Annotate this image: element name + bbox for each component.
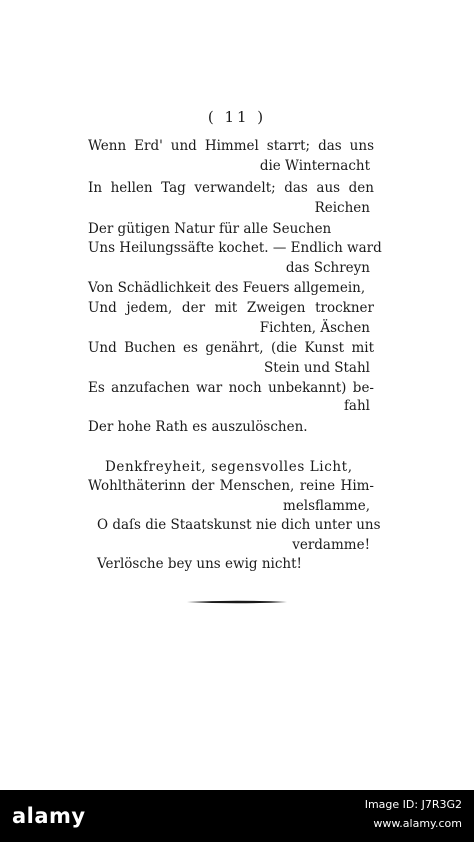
watermark-footer bbox=[0, 790, 474, 842]
poem-line: Denkfreyheit, segensvolles Licht, bbox=[105, 459, 353, 475]
poem-line-continuation: melsflamme, bbox=[283, 498, 370, 514]
poem-line: Und Buchen es genährt, (die Kunst mit bbox=[88, 340, 374, 356]
ornamental-divider bbox=[187, 600, 287, 604]
poem-line-continuation: Fichten, Äschen bbox=[259, 320, 370, 336]
poem-line: Der gütigen Natur für alle Seuchen bbox=[88, 221, 332, 237]
poem-line-continuation: das Schreyn bbox=[285, 260, 370, 276]
poem-line-continuation: verdamme! bbox=[292, 537, 370, 553]
poem-line: In hellen Tag verwandelt; das aus den bbox=[88, 180, 374, 196]
poem-line: Wenn Erd' und Himmel starrt; das uns bbox=[88, 138, 374, 154]
site-url-label: www.alamy.com bbox=[373, 817, 462, 830]
poem-line: Von Schädlichkeit des Feuers allgemein, bbox=[88, 280, 366, 296]
poem-line: Es anzufachen war noch unbekannt) be- bbox=[88, 380, 374, 396]
alamy-logo: alamy bbox=[12, 804, 86, 828]
poem-line-continuation: die Winternacht bbox=[259, 158, 370, 174]
poem-line-continuation: Stein und Stahl bbox=[263, 360, 370, 376]
poem-line: Wohlthäterinn der Menschen, reine Him- bbox=[88, 478, 374, 494]
poem-line: Der hohe Rath es auszulöschen. bbox=[88, 419, 308, 435]
poem-line: Uns Heilungssäfte kochet. — Endlich ward bbox=[88, 240, 382, 256]
poem-line-continuation: fahl bbox=[343, 398, 370, 414]
poem-line: Und jedem, der mit Zweigen trockner bbox=[88, 300, 374, 316]
page-number: ( 11 ) bbox=[207, 108, 267, 126]
poem-line-continuation: Reichen bbox=[314, 200, 370, 216]
poem-line: O daſs die Staatskunst nie dich unter uns bbox=[97, 517, 381, 533]
poem-line: Verlösche bey uns ewig nicht! bbox=[97, 556, 302, 572]
image-id-label: Image ID: J7R3G2 bbox=[364, 798, 462, 811]
